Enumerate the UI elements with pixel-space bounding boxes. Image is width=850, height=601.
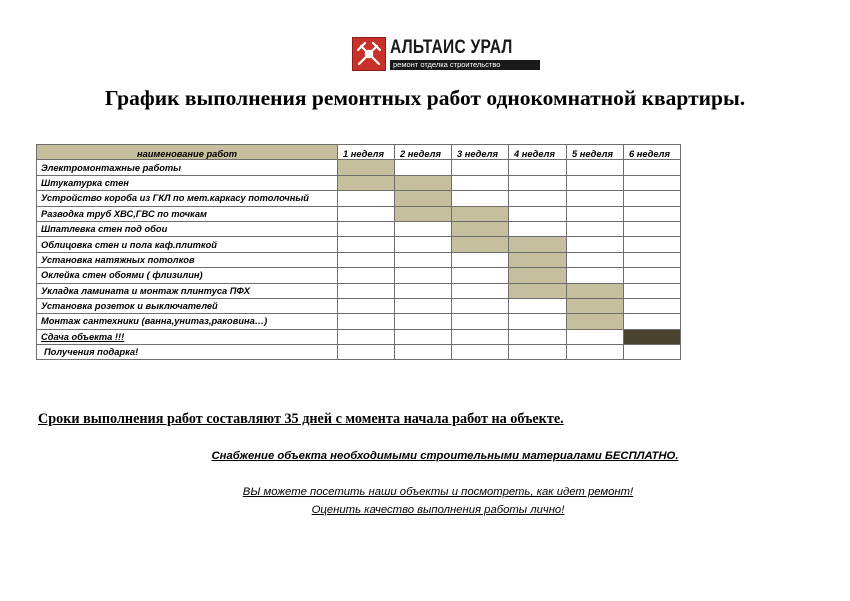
empty-cell bbox=[509, 221, 567, 236]
table-row bbox=[37, 191, 681, 206]
empty-cell bbox=[338, 237, 395, 252]
empty-cell bbox=[452, 175, 509, 190]
empty-cell bbox=[624, 206, 681, 221]
column-header-week-6: 6 неделя bbox=[624, 145, 681, 160]
logo-name: АЛЬТАИС УРАЛ bbox=[390, 37, 513, 58]
empty-cell bbox=[624, 314, 681, 329]
empty-cell bbox=[452, 345, 509, 360]
column-header-week-5: 5 неделя bbox=[567, 145, 624, 160]
gantt-bar-cell bbox=[338, 160, 395, 175]
empty-cell bbox=[338, 221, 395, 236]
empty-cell bbox=[395, 237, 452, 252]
empty-cell bbox=[395, 298, 452, 313]
gantt-bar-cell bbox=[567, 298, 624, 313]
empty-cell bbox=[567, 237, 624, 252]
company-logo bbox=[352, 37, 540, 71]
gantt-bar-cell bbox=[395, 175, 452, 190]
empty-cell bbox=[395, 252, 452, 267]
empty-cell bbox=[338, 283, 395, 298]
visit-invitation: ВЫ можете посетить наши объекты и посмотреть, как идет ремонт! bbox=[242, 486, 634, 498]
empty-cell bbox=[624, 283, 681, 298]
gantt-bar-cell bbox=[452, 221, 509, 236]
schedule-body bbox=[37, 160, 681, 360]
table-row bbox=[37, 206, 681, 221]
empty-cell bbox=[395, 160, 452, 175]
empty-cell bbox=[509, 160, 567, 175]
empty-cell bbox=[567, 345, 624, 360]
page-title: График выполнения ремонтных работ однокомнатной квартиры. bbox=[104, 86, 746, 110]
gantt-bar-cell bbox=[395, 206, 452, 221]
empty-cell bbox=[395, 283, 452, 298]
empty-cell bbox=[567, 268, 624, 283]
empty-cell bbox=[567, 160, 624, 175]
gantt-bar-cell bbox=[567, 314, 624, 329]
empty-cell bbox=[624, 221, 681, 236]
empty-cell bbox=[452, 298, 509, 313]
gantt-bar-cell bbox=[509, 237, 567, 252]
empty-cell bbox=[395, 268, 452, 283]
empty-cell bbox=[338, 252, 395, 267]
gantt-bar-cell bbox=[452, 206, 509, 221]
table-row bbox=[37, 160, 681, 175]
table-row bbox=[37, 268, 681, 283]
task-name: Облицовка стен и пола каф.плиткой bbox=[37, 237, 338, 252]
gantt-bar-cell bbox=[452, 237, 509, 252]
empty-cell bbox=[395, 329, 452, 344]
logo-emblem-icon bbox=[352, 37, 386, 71]
empty-cell bbox=[338, 345, 395, 360]
empty-cell bbox=[338, 268, 395, 283]
empty-cell bbox=[452, 252, 509, 267]
empty-cell bbox=[452, 283, 509, 298]
column-header-name: наименование работ bbox=[37, 145, 338, 160]
empty-cell bbox=[452, 191, 509, 206]
table-row bbox=[37, 345, 681, 360]
empty-cell bbox=[452, 268, 509, 283]
empty-cell bbox=[338, 191, 395, 206]
empty-cell bbox=[452, 160, 509, 175]
column-header-week-2: 2 неделя bbox=[395, 145, 452, 160]
gantt-bar-cell bbox=[509, 283, 567, 298]
empty-cell bbox=[509, 314, 567, 329]
empty-cell bbox=[338, 298, 395, 313]
task-name: Оклейка стен обоями ( флизилин) bbox=[37, 268, 338, 283]
empty-cell bbox=[395, 345, 452, 360]
task-name: Получения подарка! bbox=[37, 345, 338, 360]
schedule-table bbox=[36, 144, 681, 360]
terms-note: Сроки выполнения работ составляют 35 дней с момента начала работ на объекте. bbox=[38, 411, 564, 427]
empty-cell bbox=[624, 252, 681, 267]
empty-cell bbox=[567, 329, 624, 344]
gantt-bar-cell bbox=[509, 268, 567, 283]
empty-cell bbox=[567, 252, 624, 267]
gantt-bar-cell bbox=[338, 175, 395, 190]
supply-note: Снабжение объекта необходимыми строительными материалами БЕСПЛАТНО. bbox=[211, 450, 679, 462]
empty-cell bbox=[395, 221, 452, 236]
task-name: Электромонтажные работы bbox=[37, 160, 338, 175]
task-name: Штукатурка стен bbox=[37, 175, 338, 190]
column-header-week-4: 4 неделя bbox=[509, 145, 567, 160]
quality-invitation: Оценить качество выполнения работы лично! bbox=[311, 504, 565, 516]
task-name: Монтаж сантехники (ванна,унитаз,раковина…) bbox=[37, 314, 338, 329]
task-name: Укладка ламината и монтаж плинтуса ПФХ bbox=[37, 283, 338, 298]
empty-cell bbox=[509, 298, 567, 313]
empty-cell bbox=[624, 191, 681, 206]
table-row bbox=[37, 298, 681, 313]
table-row bbox=[37, 314, 681, 329]
empty-cell bbox=[567, 191, 624, 206]
empty-cell bbox=[452, 329, 509, 344]
table-row bbox=[37, 252, 681, 267]
empty-cell bbox=[509, 206, 567, 221]
empty-cell bbox=[567, 206, 624, 221]
empty-cell bbox=[567, 221, 624, 236]
table-row bbox=[37, 283, 681, 298]
empty-cell bbox=[624, 345, 681, 360]
gantt-bar-cell bbox=[567, 283, 624, 298]
column-header-week-1: 1 неделя bbox=[338, 145, 395, 160]
table-row bbox=[37, 221, 681, 236]
gantt-bar-cell bbox=[395, 191, 452, 206]
empty-cell bbox=[624, 175, 681, 190]
empty-cell bbox=[509, 191, 567, 206]
gantt-bar-cell bbox=[509, 252, 567, 267]
column-header-week-3: 3 неделя bbox=[452, 145, 509, 160]
task-name: Шпатлевка стен под обои bbox=[37, 221, 338, 236]
empty-cell bbox=[452, 314, 509, 329]
empty-cell bbox=[509, 345, 567, 360]
milestone-cell bbox=[624, 329, 681, 344]
table-header-row bbox=[37, 145, 681, 160]
table-row bbox=[37, 329, 681, 344]
empty-cell bbox=[624, 237, 681, 252]
empty-cell bbox=[567, 175, 624, 190]
empty-cell bbox=[509, 175, 567, 190]
task-name: Разводка труб ХВС,ГВС по точкам bbox=[37, 206, 338, 221]
empty-cell bbox=[338, 314, 395, 329]
table-row bbox=[37, 175, 681, 190]
empty-cell bbox=[624, 160, 681, 175]
empty-cell bbox=[624, 268, 681, 283]
task-name: Сдача объекта !!! bbox=[37, 329, 338, 344]
empty-cell bbox=[509, 329, 567, 344]
logo-tagline: ремонт отделка строительство bbox=[390, 60, 540, 70]
table-row bbox=[37, 237, 681, 252]
empty-cell bbox=[338, 206, 395, 221]
task-name: Установка розеток и выключателей bbox=[37, 298, 338, 313]
empty-cell bbox=[395, 314, 452, 329]
task-name: Установка натяжных потолков bbox=[37, 252, 338, 267]
empty-cell bbox=[624, 298, 681, 313]
empty-cell bbox=[338, 329, 395, 344]
task-name: Устройство короба из ГКЛ по мет.каркасу потолочный bbox=[37, 191, 338, 206]
